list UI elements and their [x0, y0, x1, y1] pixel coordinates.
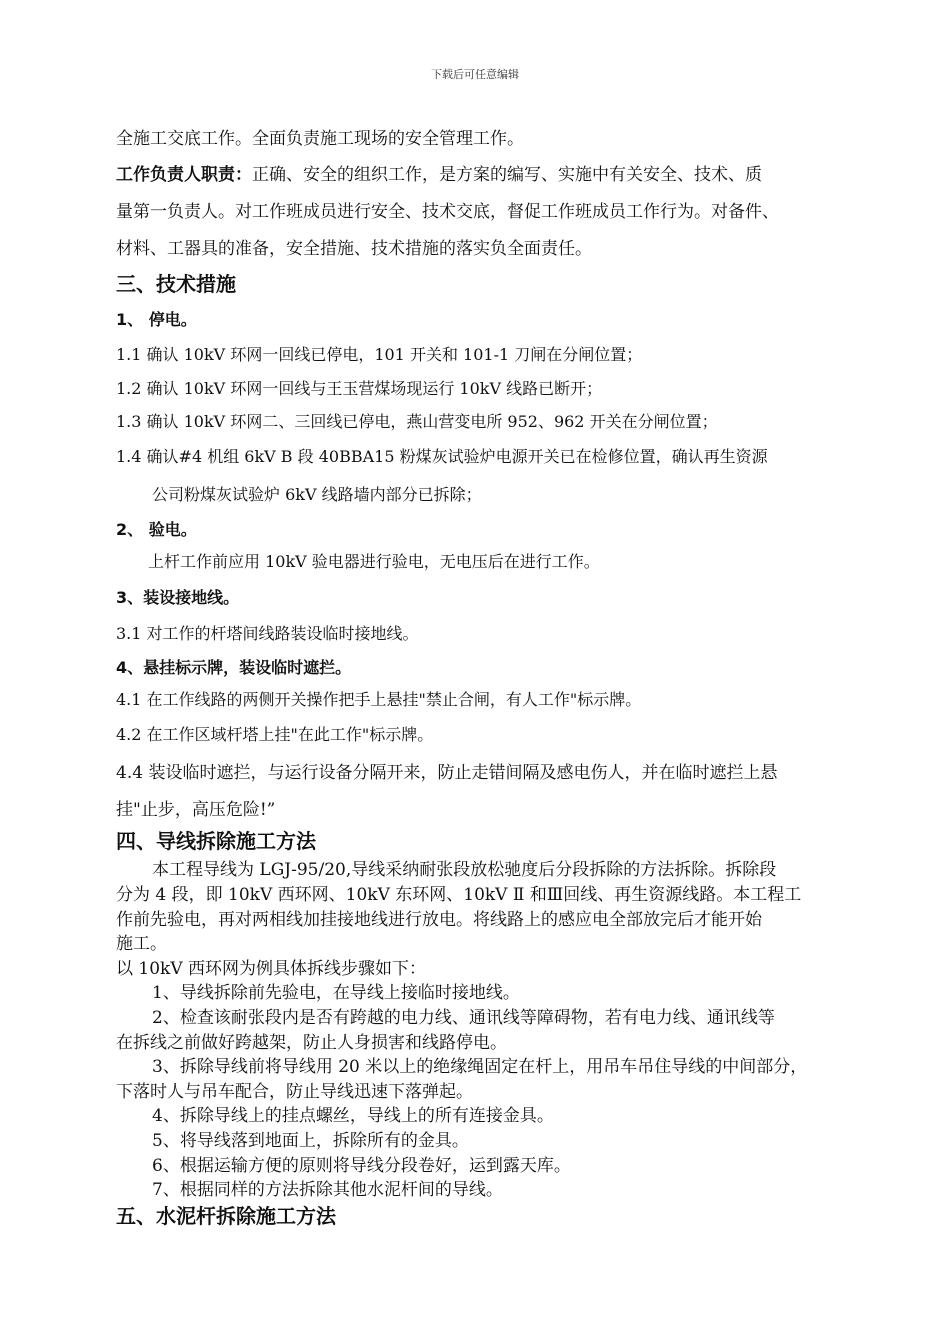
list-item: 5、将导线落到地面上，拆除所有的金具。	[152, 1131, 469, 1151]
paragraph-line: 施工。	[116, 934, 167, 954]
list-item-continuation: 下落时人与吊车配合，防止导线迅速下落弹起。	[116, 1082, 473, 1102]
list-item-continuation: 在拆线之前做好跨越架，防止人身损害和线路停电。	[116, 1033, 507, 1053]
section-heading: 三、技术措施	[116, 272, 236, 296]
page-header: 下载后可任意编辑	[431, 68, 519, 81]
section-heading: 五、水泥杆拆除施工方法	[116, 1204, 336, 1228]
paragraph-line	[116, 160, 762, 185]
list-item: 4.1 在工作线路的两侧开关操作把手上悬挂"禁止合闸，有人工作"标示牌。	[116, 690, 642, 709]
list-item: 6、根据运输方便的原则将导线分段卷好，运到露天库。	[152, 1156, 571, 1176]
list-item: 2、检查该耐张段内是否有跨越的电力线、通讯线等障碍物，若有电力线、通讯线等	[152, 1008, 775, 1028]
list-item: 1.2 确认 10kV 环网一回线与王玉营煤场现运行 10kV 线路已断开；	[116, 379, 603, 398]
subsection-heading: 4、悬挂标示牌，装设临时遮拦。	[116, 658, 352, 677]
section-heading: 四、导线拆除施工方法	[116, 829, 316, 853]
list-item: 4.4 装设临时遮拦，与运行设备分隔开来，防止走错间隔及感电伤人，并在临时遮拦上悬	[116, 763, 778, 783]
paragraph-line: 分为 4 段，即 10kV 西环网、10kV 东环网、10kV Ⅱ 和Ⅲ回线、再生资源线路。本工程工	[116, 885, 802, 905]
subsection-heading: 2、 验电。	[116, 520, 197, 539]
list-item: 3.1 对工作的杆塔间线路装设临时接地线。	[116, 624, 419, 643]
list-item: 4、拆除导线上的挂点螺丝，导线上的所有连接金具。	[152, 1106, 554, 1126]
paragraph-line: 量第一负责人。对工作班成员进行安全、技术交底，督促工作班成员工作行为。对备件、	[116, 202, 779, 222]
list-item: 3、拆除导线前将导线用 20 米以上的绝缘绳固定在杆上，用吊车吊住导线的中间部分，	[152, 1057, 808, 1077]
list-item-continuation: 公司粉煤灰试验炉 6kV 线路墙内部分已拆除；	[152, 485, 482, 504]
paragraph-line: 以 10kV 西环网为例具体拆线步骤如下：	[116, 959, 427, 979]
subsection-heading: 3、装设接地线。	[116, 588, 240, 607]
list-item: 1、导线拆除前先验电，在导线上接临时接地线。	[152, 983, 520, 1003]
paragraph-line: 上杆工作前应用 10kV 验电器进行验电，无电压后在进行工作。	[148, 552, 600, 571]
list-item: 1.3 确认 10kV 环网二、三回线已停电，燕山营变电所 952、962 开关在分闸位置；	[116, 412, 718, 431]
role-label: 工作负责人职责：	[116, 165, 252, 185]
paragraph-line: 作前先验电，再对两相线加挂接地线进行放电。将线路上的感应电全部放完后才能开始	[116, 910, 762, 930]
role-text: 正确、安全的组织工作，是方案的编写、实施中有关安全、技术、质	[252, 165, 762, 185]
list-item: 1.4 确认#4 机组 6kV B 段 40BBA15 粉煤灰试验炉电源开关已在检修位置，确认再生资源	[116, 447, 768, 466]
list-item-continuation: 挂"止步，高压危险!”	[116, 800, 276, 820]
subsection-heading: 1、 停电。	[116, 310, 197, 329]
paragraph-line: 全施工交底工作。全面负责施工现场的安全管理工作。	[116, 129, 524, 149]
paragraph-line: 材料、工器具的准备，安全措施、技术措施的落实负全面责任。	[116, 239, 592, 259]
list-item: 7、根据同样的方法拆除其他水泥杆间的导线。	[152, 1180, 503, 1200]
list-item: 1.1 确认 10kV 环网一回线已停电，101 开关和 101-1 刀闸在分闸位置；	[116, 345, 643, 364]
paragraph-line: 本工程导线为 LGJ-95/20,导线采纳耐张段放松驰度后分段拆除的方法拆除。拆除段	[152, 860, 777, 880]
list-item: 4.2 在工作区域杆塔上挂"在此工作"标示牌。	[116, 725, 434, 744]
